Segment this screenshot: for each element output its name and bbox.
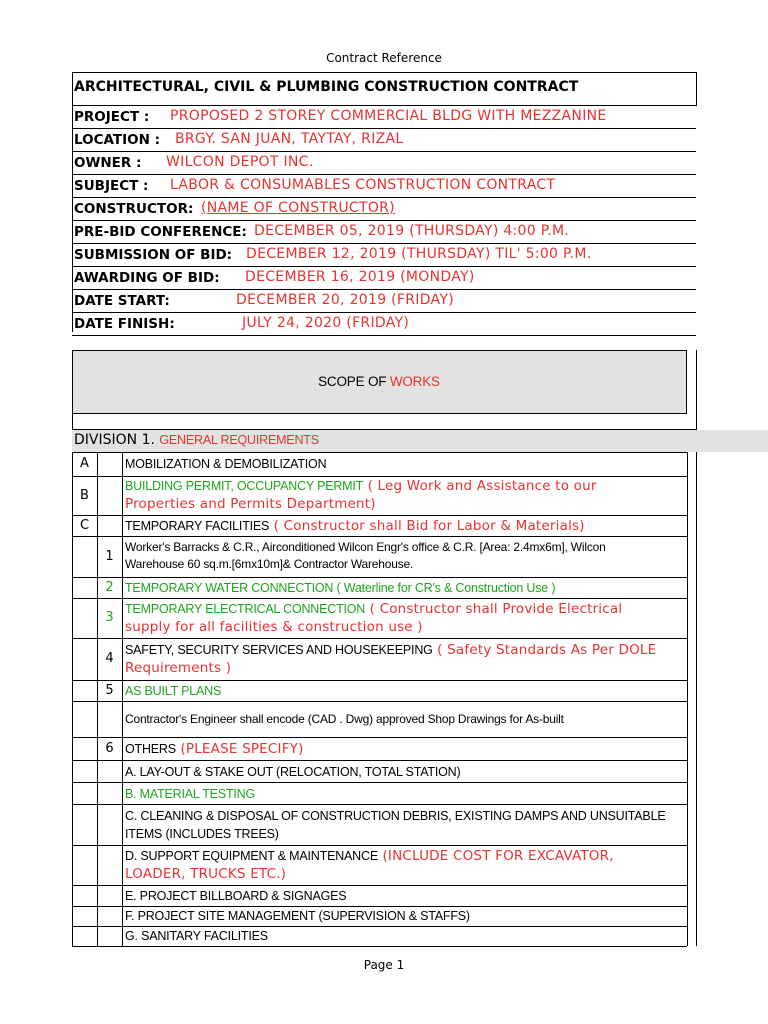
table-rule (72, 760, 687, 761)
row-note: Properties and Permits Department) (125, 496, 376, 512)
row-note: ( Safety Standards As Per DOLE (432, 642, 657, 658)
info-value-submission: DECEMBER 12, 2019 (THURSDAY) TIL' 5:00 P.M. (246, 246, 592, 262)
row-note: (PLEASE SPECIFY) (175, 741, 304, 757)
row-label: TEMPORARY ELECTRICAL CONNECTION (125, 602, 366, 616)
row-text: E. PROJECT BILLBOARD & SIGNAGES (125, 889, 347, 903)
info-label-project: PROJECT : (74, 109, 150, 125)
row-text: MOBILIZATION & DEMOBILIZATION (125, 457, 327, 471)
divider (72, 72, 73, 332)
row-label: D. SUPPORT EQUIPMENT & MAINTENANCE (125, 849, 378, 863)
division-prefix: DIVISION 1. (74, 432, 160, 448)
row-text: Contractor's Engineer shall encode (CAD . Dwg) approved Shop Drawings for As-built (125, 712, 564, 726)
divider (72, 128, 696, 129)
division-title (74, 432, 319, 448)
table-border (122, 452, 123, 946)
info-label-constructor: CONSTRUCTOR: (74, 201, 194, 217)
divider (72, 105, 696, 106)
divider (686, 350, 687, 413)
table-rule (72, 452, 687, 453)
row-label: SAFETY, SECURITY SERVICES AND HOUSEKEEPING (125, 643, 433, 657)
row-key: 1 (105, 549, 114, 564)
page-header: Contract Reference (326, 51, 442, 65)
scope-title (72, 374, 686, 389)
row-text (125, 847, 614, 883)
info-label-prebid: PRE-BID CONFERENCE: (74, 224, 247, 240)
row-note: Requirements ) (125, 660, 232, 676)
row-key: 4 (105, 651, 114, 666)
row-text: TEMPORARY WATER CONNECTION ( Waterline for CR's & Construction Use ) (125, 581, 556, 595)
table-border (696, 452, 697, 946)
row-note: ( Constructor shall Bid for Labor & Materials) (269, 518, 585, 534)
row-text: A. LAY-OUT & STAKE OUT (RELOCATION, TOTAL STATION) (125, 765, 461, 779)
row-text (125, 641, 656, 677)
row-label: BUILDING PERMIT, OCCUPANCY PERMIT (125, 479, 364, 493)
table-border (687, 452, 688, 946)
table-rule (72, 804, 687, 805)
row-key: 3 (105, 610, 114, 625)
row-text (125, 477, 597, 513)
row-key: B (80, 488, 89, 503)
info-label-date-finish: DATE FINISH: (74, 316, 175, 332)
row-label: OTHERS (125, 742, 176, 756)
row-line: Worker's Barracks & C.R., Airconditioned Wilcon Engr's office & C.R. [Area: 2.4mx6m], Wilcon (125, 540, 606, 554)
divider (72, 174, 696, 175)
info-label-subject: SUBJECT : (74, 178, 149, 194)
divider (72, 312, 696, 313)
table-rule (72, 577, 687, 578)
info-label-date-start: DATE START: (74, 293, 170, 309)
info-value-location: BRGY. SAN JUAN, TAYTAY, RIZAL (175, 131, 404, 147)
info-value-date-finish: JULY 24, 2020 (FRIDAY) (242, 315, 410, 331)
division-name: GENERAL REQUIREMENTS (159, 433, 319, 447)
info-label-submission: SUBMISSION OF BID: (74, 247, 233, 263)
row-label: TEMPORARY FACILITIES (125, 519, 270, 533)
row-text (125, 807, 665, 843)
table-border (97, 452, 98, 946)
table-rule (72, 680, 687, 681)
row-text: F. PROJECT SITE MANAGEMENT (SUPERVISION & STAFFS) (125, 909, 470, 923)
info-label-owner: OWNER : (74, 155, 142, 171)
table-rule (72, 598, 687, 599)
table-rule (72, 737, 687, 738)
divider (72, 151, 696, 152)
row-key: C (79, 518, 90, 533)
info-value-project: PROPOSED 2 STOREY COMMERCIAL BLDG WITH MEZZANINE (170, 108, 607, 124)
scope-prefix: SCOPE OF (318, 374, 390, 389)
row-note: ( Leg Work and Assistance to our (363, 478, 597, 494)
table-rule (72, 638, 687, 639)
row-note: supply for all facilities & construction use ) (125, 619, 423, 635)
divider (72, 243, 696, 244)
row-note: ( Constructor shall Provide Electrical (365, 601, 623, 617)
table-rule (72, 782, 687, 783)
info-value-prebid: DECEMBER 05, 2019 (THURSDAY) 4:00 P.M. (254, 223, 570, 239)
divider (72, 197, 696, 198)
row-key: 6 (105, 741, 114, 756)
info-value-constructor: (NAME OF CONSTRUCTOR) (201, 200, 395, 216)
row-text: G. SANITARY FACILITIES (125, 929, 268, 943)
info-value-awarding: DECEMBER 16, 2019 (MONDAY) (245, 269, 475, 285)
divider (72, 220, 696, 221)
divider (72, 335, 696, 336)
table-rule (72, 701, 687, 702)
divider (696, 350, 697, 413)
divider (72, 266, 696, 267)
table-rule (72, 515, 687, 516)
info-value-subject: LABOR & CONSUMABLES CONSTRUCTION CONTRACT (170, 177, 556, 193)
divider (72, 413, 73, 430)
row-note: (INCLUDE COST FOR EXCAVATOR, (377, 848, 614, 864)
table-rule (72, 845, 687, 846)
info-label-location: LOCATION : (74, 132, 161, 148)
scope-highlight: WORKS (389, 374, 440, 389)
contract-title: ARCHITECTURAL, CIVIL & PLUMBING CONSTRUCTION CONTRACT (74, 79, 579, 95)
row-text: B. MATERIAL TESTING (125, 787, 256, 801)
row-text: AS BUILT PLANS (125, 684, 222, 698)
row-note: LOADER, TRUCKS ETC.) (125, 866, 287, 882)
row-line: ITEMS (INCLUDES TREES) (125, 827, 279, 841)
divider (72, 289, 696, 290)
row-key: A (80, 456, 89, 471)
table-rule (72, 946, 687, 947)
info-value-date-start: DECEMBER 20, 2019 (FRIDAY) (236, 292, 454, 308)
row-key: 2 (105, 580, 114, 595)
row-key: 5 (105, 683, 114, 698)
row-text (125, 539, 606, 573)
info-label-awarding: AWARDING OF BID: (74, 270, 220, 286)
page-number: Page 1 (363, 958, 405, 972)
table-rule (72, 885, 687, 886)
divider (696, 72, 697, 106)
row-text (125, 600, 622, 636)
row-line: C. CLEANING & DISPOSAL OF CONSTRUCTION DEBRIS, EXISTING DAMPS AND UNSUITABLE (125, 809, 666, 823)
divider (72, 72, 696, 73)
row-line: Warehouse 60 sq.m.[6mx10m]& Contractor Warehouse. (125, 557, 414, 571)
table-rule (72, 536, 687, 537)
info-value-owner: WILCON DEPOT INC. (166, 154, 314, 170)
row-text (125, 517, 585, 535)
divider (696, 413, 697, 430)
row-text (125, 740, 304, 758)
